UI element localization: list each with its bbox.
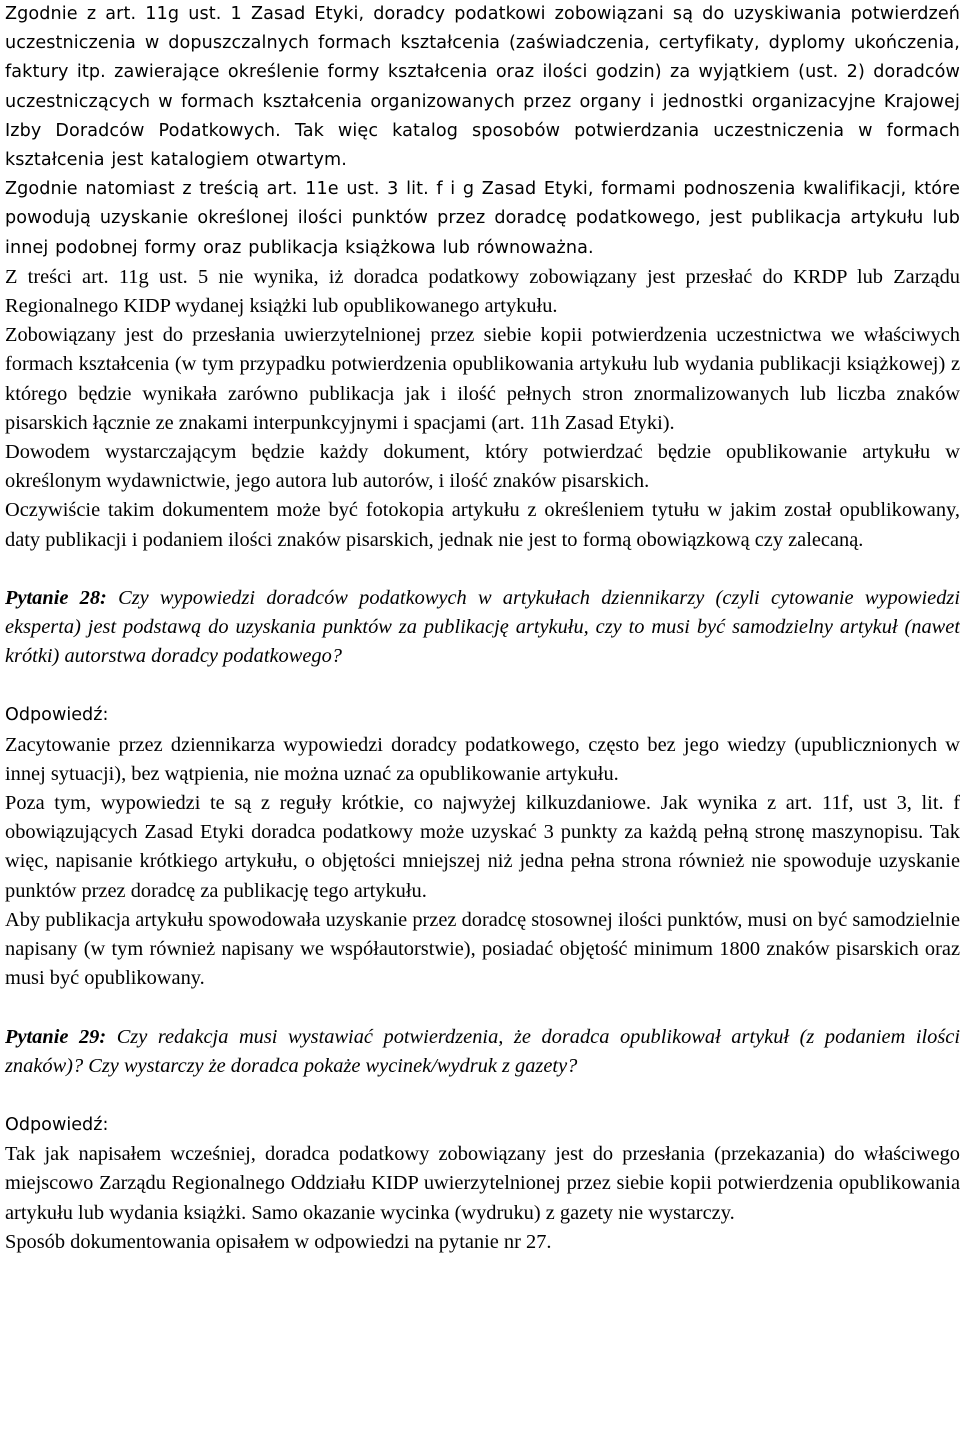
question-28 [5, 584, 960, 672]
answer-28-paragraph-1: Zacytowanie przez dziennikarza wypowiedzi doradcy podatkowego, często bez jego wiedzy (upublicznionych w innej sytuacji), bez wątpienia, nie można uznać za opublikowanie artykułu. [5, 733, 960, 785]
answer-29-label: Odpowiedź: [5, 1114, 109, 1135]
paragraph-sufficient-evidence: Dowodem wystarczającym będzie każdy dokument, który potwierdzać będzie opublikowanie artykułu w określonym wydawnictwie, jego autora lub autorów, i ilość znaków pisarskich. [5, 441, 960, 493]
question-29-text: Czy redakcja musi wystawiać potwierdzenia, że doradca opublikował artykuł (z podaniem ilości znaków)? Czy wystarczy że doradca pokaże wycinek/wydruk z gazety? [5, 1025, 960, 1077]
question-29 [5, 1023, 960, 1081]
answer-28-label: Odpowiedź: [5, 705, 109, 726]
answer-28-paragraph-3: Aby publikacja artykułu spowodowała uzyskanie przez doradcę stosownej ilości punktów, musi on być samodzielnie napisany (w tym również napisany we współautorstwie), posiadać objętość minimum 1800 znaków pisarskich oraz musi być opublikowany. [5, 908, 960, 990]
document-page [5, 0, 960, 1257]
paragraph-obligation-copy: Zobowiązany jest do przesłania uwierzytelnionej przez siebie kopii potwierdzenia uczestnictwa we właściwych formach kształcenia (w tym przypadku potwierdzenia opublikowania artykułu lub wydania publikacji książkowej) z którego będzie wynikała zarówno publikacja jak i ilość pełnych stron znormalizowanych lub liczba znaków pisarskich łącznie ze znakami interpunkcyjnymi i spacjami (art. 11h Zasad Etyki). [5, 324, 960, 434]
answer-28-paragraph-2: Poza tym, wypowiedzi te są z reguły krótkie, co najwyżej kilkuzdaniowe. Jak wynika z art. 11f, ust 3, lit. f obowiązujących Zasad Etyki doradca podatkowy może uzyskać 3 punkty za każdą pełną stronę maszynopisu. Tak więc, napisanie krótkiego artykułu, o objętości mniejszej niż jedna pełna strona również nie spowoduje uzyskanie punktów przez doradcę za publikację tego artykułu. [5, 792, 960, 902]
question-29-label: Pytanie 29: [5, 1025, 107, 1048]
answer-29-paragraph-2: Sposób dokumentowania opisałem w odpowiedzi na pytanie nr 27. [5, 1230, 552, 1253]
paragraph-art-11e-ust-3: Zgodnie natomiast z treścią art. 11e ust. 3 lit. f i g Zasad Etyki, formami podnoszenia kwalifikacji, które powodują uzyskanie określonej ilości punktów przez doradcę podatkowego, jest publikacja artykułu lub innej podobnej formy oraz publikacja książkowa lub równoważna. [5, 179, 960, 258]
paragraph-art-11g-ust-5: Z treści art. 11g ust. 5 nie wynika, iż doradca podatkowy zobowiązany jest przesłać do KRDP lub Zarządu Regionalnego KIDP wydanej książki lub opublikowanego artykułu. [5, 265, 960, 318]
question-28-text: Czy wypowiedzi doradców podatkowych w artykułach dziennikarzy (czyli cytowanie wypowiedzi eksperta) jest podstawą do uzyskania punktów za publikację artykułu, czy to musi być samodzielny artykuł (nawet krótki) autorstwa doradcy podatkowego? [5, 586, 960, 668]
question-28-label: Pytanie 28: [5, 586, 107, 609]
paragraph-art-11g-ust-1: Zgodnie z art. 11g ust. 1 Zasad Etyki, doradcy podatkowi zobowiązani są do uzyskiwania potwierdzeń uczestniczenia w dopuszczalnych formach kształcenia (zaświadczenia, certyfikaty, dyplomy ukończenia, faktury itp. zawierające określenie formy kształcenia oraz ilości godzin) za wyjątkiem (ust. 2) doradców uczestniczących w formach kształcenia organizowanych przez organy i jednostki organizacyjne Krajowej Izby Doradców Podatkowych. Tak więc katalog sposobów potwierdzania uczestniczenia w formach kształcenia jest katalogiem otwartym. [5, 4, 960, 171]
paragraph-photocopy: Oczywiście takim dokumentem może być fotokopia artykułu z określeniem tytułu w jakim został opublikowany, daty publikacji i podaniem ilości znaków pisarskich, jednak nie jest to formą obowiązkową czy zalecaną. [5, 499, 960, 551]
answer-29-paragraph-1: Tak jak napisałem wcześniej, doradca podatkowy zobowiązany jest do przesłania (przekazania) do właściwego miejscowo Zarządu Regionalnego Oddziału KIDP uwierzytelnionej przez siebie kopii potwierdzenia opublikowania artykułu lub wydania książki. Samo okazanie wycinka (wydruku) z gazety nie wystarczy. [5, 1143, 960, 1224]
